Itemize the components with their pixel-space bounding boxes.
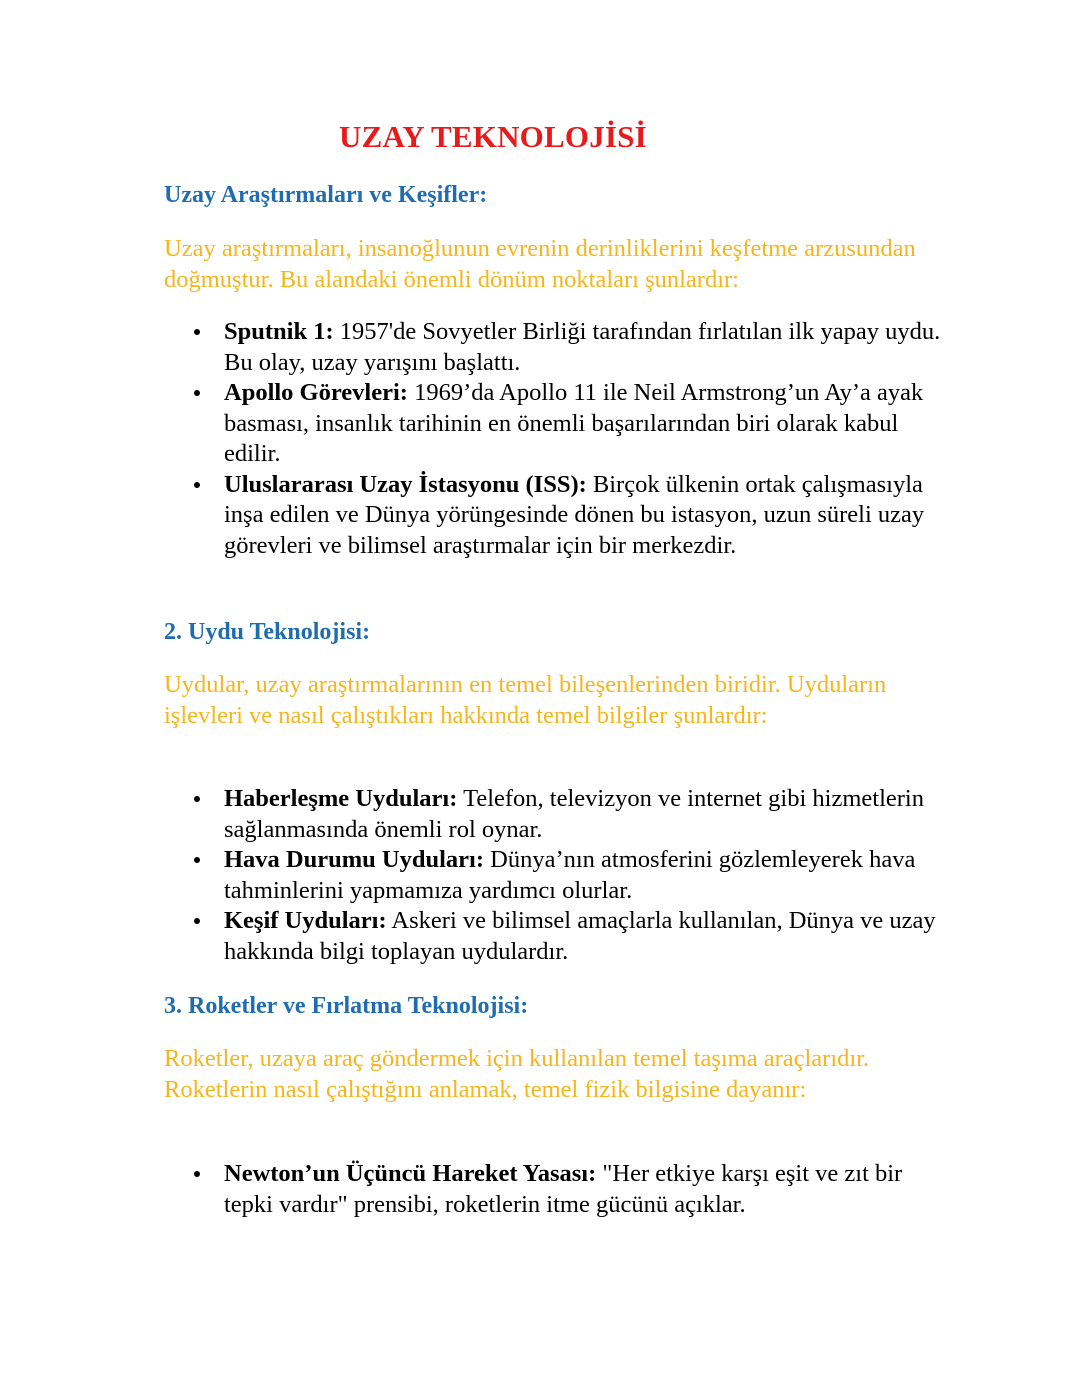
section-heading-space-research: Uzay Araştırmaları ve Keşifler: — [164, 182, 488, 208]
bullet-term: Haberleşme Uyduları: — [224, 785, 458, 812]
bullet-text: Askeri ve bilimsel amaçlarla kullanılan, Dünya ve uzay hakkında bilgi toplayan uydulardır. — [224, 907, 936, 965]
list-item — [224, 906, 944, 967]
list-item — [224, 470, 944, 562]
section-heading-rocket-technology: 3. Roketler ve Fırlatma Teknolojisi: — [164, 993, 529, 1019]
bullet-text: 1957'de Sovyetler Birliği tarafından fırlatılan ilk yapay uydu. Bu olay, uzay yarışını başlattı. — [224, 318, 941, 376]
bullet-dot — [194, 796, 200, 802]
bullet-dot — [194, 390, 200, 396]
bullet-text: Birçok ülkenin ortak çalışmasıyla inşa edilen ve Dünya yörüngesinde dönen bu istasyon, uzun süreli uzay görevleri ve bilimsel araştırmalar için bir merkezdir. — [224, 470, 925, 559]
list-item — [224, 378, 944, 470]
bullet-text: Dünya’nın atmosferini gözlemleyerek hava tahminlerini yapmamıza yardımcı olurlar. — [224, 846, 916, 904]
section-heading-satellite-technology: 2. Uydu Teknolojisi: — [164, 619, 371, 645]
bullet-term: Newton’un Üçüncü Hareket Yasası: — [224, 1160, 597, 1187]
bullet-dot — [194, 918, 200, 924]
bullet-text: Telefon, televizyon ve internet gibi hizmetlerin sağlanmasında önemli rol oynar. — [224, 785, 924, 843]
bullet-dot — [194, 482, 200, 488]
bullet-term: Sputnik 1: — [224, 318, 334, 345]
bullet-term: Keşif Uyduları: — [224, 907, 387, 934]
bullet-list-satellite-technology — [224, 784, 944, 967]
section-intro-satellite-technology: Uydular, uzay araştırmalarının en temel bileşenlerinden biridir. Uyduların işlevleri ve nasıl çalıştıkları hakkında temel bilgiler şunlardır: — [164, 671, 887, 729]
list-item — [224, 784, 944, 845]
bullet-text: "Her etkiye karşı eşit ve zıt bir tepki vardır" prensibi, roketlerin itme gücünü açıklar. — [224, 1160, 903, 1218]
list-item — [224, 845, 944, 906]
bullet-list-rocket-technology — [224, 1159, 944, 1220]
document-title: UZAY TEKNOLOJİSİ — [339, 119, 647, 154]
bullet-text: 1969’da Apollo 11 ile Neil Armstrong’un Ay’a ayak basması, insanlık tarihinin en önemli başarılarından biri olarak kabul edilir. — [224, 379, 924, 467]
section-intro-space-research: Uzay araştırmaları, insanoğlunun evrenin derinliklerini keşfetme arzusundan doğmuştur. Bu alandaki önemli dönüm noktaları şunlardır: — [164, 235, 916, 293]
bullet-dot — [194, 329, 200, 335]
bullet-term: Uluslararası Uzay İstasyonu (ISS): — [224, 470, 587, 498]
bullet-list-space-research — [224, 317, 944, 561]
bullet-dot — [194, 1171, 200, 1177]
bullet-dot — [194, 857, 200, 863]
list-item — [224, 1159, 944, 1220]
bullet-term: Apollo Görevleri: — [224, 379, 408, 406]
bullet-term: Hava Durumu Uyduları: — [224, 846, 485, 873]
section-intro-rocket-technology: Roketler, uzaya araç göndermek için kullanılan temel taşıma araçlarıdır. Roketlerin nasıl çalıştığını anlamak, temel fizik bilgisine dayanır: — [164, 1045, 870, 1103]
list-item — [224, 317, 944, 378]
